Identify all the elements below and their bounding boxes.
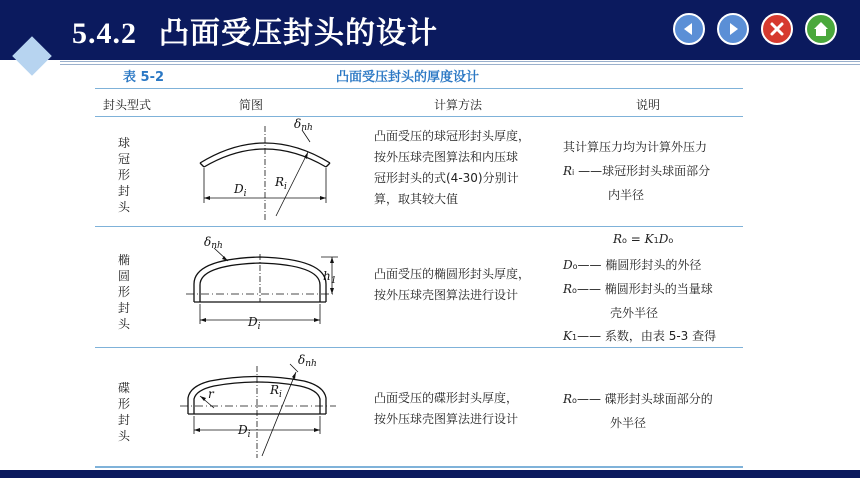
head-type-label: 碟 形 封 头 [117,381,130,443]
back-button[interactable] [673,13,705,45]
note-line: 壳外半径 [610,306,659,320]
diameter-label: $D_i$ [234,182,247,199]
table-header-rule [95,116,743,117]
radius-label: $R_i$ [275,175,287,192]
note-line: K1—— 系数，由表 5-3 查得 [563,329,717,343]
note-line: 其计算压力均为计算外压力 [563,140,708,154]
diameter-label: $D_i$ [238,423,251,440]
note-line: 外半径 [610,416,647,430]
diameter-label: $D_i$ [248,315,261,332]
column-header: 计算方法 [434,98,483,112]
close-icon [763,15,791,43]
note-line: 内半径 [608,188,645,202]
close-button[interactable] [761,13,793,45]
ellipsoidal-head-diagram [180,232,350,332]
divider [60,61,860,62]
home-icon [807,15,835,43]
slide-title [72,8,438,52]
back-icon [675,15,703,43]
table-caption: 凸面受压封头的厚度设计 [336,70,480,85]
section-title: 凸面受压封头的设计 [159,16,438,51]
method-text: 凸面受压的球冠形封头厚度， 按外压球壳图算法和内压球 冠形封头的式(4-30)分别计 算，取其较大值 [374,129,531,206]
title-bar [0,0,860,60]
knuckle-radius-label: r [208,387,214,401]
column-header: 说明 [636,98,661,112]
table-top-rule [95,88,743,89]
radius-label: $R_i$ [270,383,282,400]
height-label: $h_1$ [323,269,337,286]
table-bottom-rule [95,466,743,468]
forward-button[interactable] [717,13,749,45]
formula: Ro = K1Do [613,232,674,246]
thickness-label: δnh [294,117,313,133]
forward-icon [719,15,747,43]
note-line: Ro—— 椭圆形封头的当量球 [563,282,713,296]
thickness-label: δnh [204,235,223,251]
note-line: Ri ——球冠形封头球面部分 [563,164,711,178]
note-line: Do—— 椭圆形封头的外径 [563,258,702,272]
table-label: 表 5-2 [123,70,165,85]
section-number: 5.4.2 [72,17,137,50]
head-type-label: 球 冠 形 封 头 [117,136,130,214]
method-text: 凸面受压的碟形封头厚度， 按外压球壳图算法进行设计 [374,391,519,426]
row-divider [95,226,743,227]
divider [60,64,860,65]
thickness-label: δnh [298,353,317,369]
column-header: 简图 [239,98,264,112]
home-button[interactable] [805,13,837,45]
note-line: Ro—— 碟形封头球面部分的 [563,392,713,406]
head-type-label: 椭 圆 形 封 头 [117,253,130,331]
column-header: 封头型式 [103,98,152,112]
method-text: 凸面受压的椭圆形封头厚度， 按外压球壳图算法进行设计 [374,267,531,302]
torispherical-head-diagram [174,352,354,464]
footer-bar [0,470,860,478]
spherical-cap-head-diagram [190,118,340,223]
row-divider [95,347,743,348]
